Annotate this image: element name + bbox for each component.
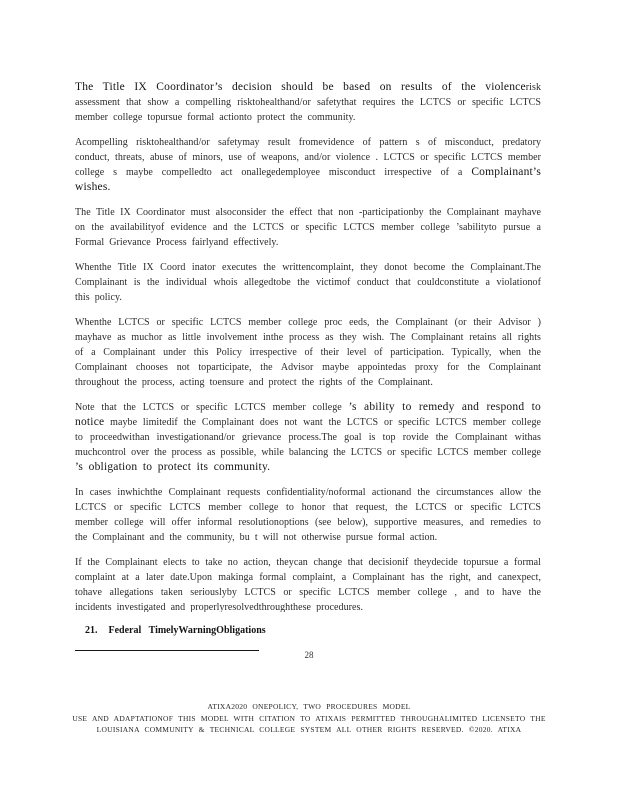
paragraph-text: The Title IX Coordinator must alsoconsider the effect that non -participationby the Complainant mayhave on the availabilityof evidence and the LCTCS or specific LCTCS member college ’sabilityto pursue a Formal Grievance Process fairlyand effectively. [75,207,541,248]
document-body [75,80,541,612]
section-number: 21. [85,625,98,636]
footer-line: ATIXA2020 ONEPOLICY, TWO PROCEDURES MODEL [207,702,411,711]
paragraph-text: Whenthe LCTCS or specific LCTCS member college proc eeds, the Complainant (or their Advisor ) mayhave as muchor as little involvement inthe process as they wish. The Complainant retains all rights of a Complainant under this Policy irrespective of their level of participation. Typically, when the Complainant chooses not toparticipate, the Advisor maybe appointedas proxy for the Complainant throughout the process, acting toensure and protect the rights of the Complainant. [75,317,541,388]
footer-line: USE AND ADAPTATIONOF THIS MODEL WITH CITATION TO ATIXAIS PERMITTED THROUGHALIMITED LICENSETO THE [72,713,546,723]
paragraph [75,555,541,612]
paragraph-text: risk assessment that show a compelling risktohealthand/or safetythat requires the LCTCS or specific LCTCS member college topursue formal actionto protect the community. [75,82,541,123]
emphasized-text: The Title IX Coordinator’s decision should be based on results of the violence [75,81,526,93]
paragraph [75,485,541,545]
paragraph [75,260,541,305]
emphasized-text: ’s ability to remedy and respond to notice [75,401,541,428]
paragraph [75,135,541,195]
paragraph-text: Acompelling risktohealthand/or safetymay result fromevidence of pattern s of misconduct, predatory conduct, threats, abuse of minors, use of weapons, and/or violence . LCTCS or specific LCTCS member college s maybe compelledto act onallegedemployee misconduct irrespective of a [75,137,541,178]
paragraph-text: Whenthe Title IX Coord inator executes the writtencomplaint, they donot become the Complainant.The Complainant is the individual whois allegedtobe the victimof conduct that couldconstitute a violationof this policy. [75,262,541,303]
emphasized-text: ’s obligation to protect its community. [75,461,271,473]
section-title: Federal TimelyWarningObligations [108,625,266,636]
paragraph [75,400,541,475]
paragraph-text: If the Complainant elects to take no action, theycan change that decisionif theydecide topursue a formal complaint at a later date.Upon makinga formal complaint, a Complainant has the right, and canexpect, tohave allegations taken seriouslyby LCTCS or specific LCTCS member college , and to have the incidents investigated and properlyresolvedthroughthese procedures. [75,557,541,612]
paragraph [75,205,541,250]
paragraph [75,315,541,390]
emphasized-text: Complainant’s wishes. [75,166,541,193]
section-heading [75,614,266,651]
page-number: 28 [304,650,314,660]
paragraph-text: Note that the LCTCS or specific LCTCS member college [75,402,349,413]
paragraph-text: In cases inwhichthe Complainant requests confidentiality/noformal actionand the circumstances allow the LCTCS or specific LCTCS member college to honor that request, the LCTCS or specific LCTCS member college will offer informal resolutionoptions (see below), supportive measures, and remedies to the Complainant and the community, bu t will not otherwise pursue formal action. [75,487,541,543]
page-footer [0,701,618,736]
paragraph [75,80,541,125]
footer-line: LOUISIANA COMMUNITY & TECHNICAL COLLEGE SYSTEM ALL OTHER RIGHTS RESERVED. ©2020. ATIXA [96,725,522,734]
paragraph-text: maybe limitedif the Complainant does not want the LCTCS or specific LCTCS member college to proceedwithan investigationand/or grievance process.The goal is top rovide the Complainant withas muchcontrol over the process as possible, while balancing the LCTCS or specific LCTCS member college [75,417,541,458]
